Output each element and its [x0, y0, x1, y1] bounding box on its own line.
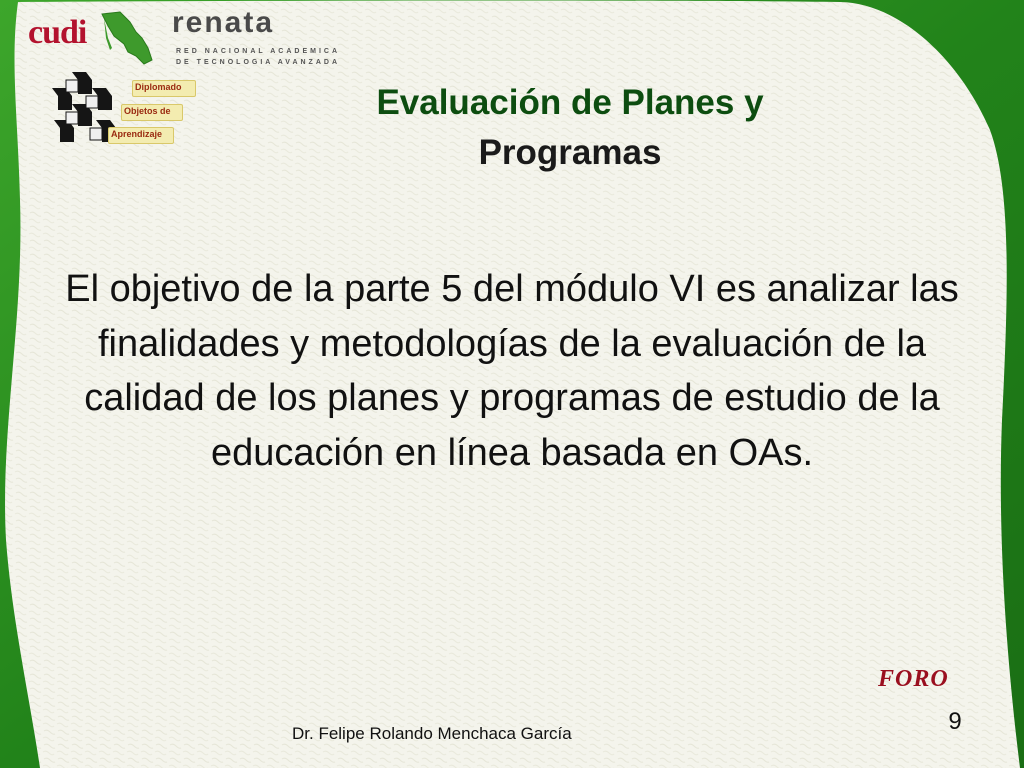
slide-title-line1: Evaluación de Planes y — [376, 83, 764, 122]
cudi-logo-text: cudi — [28, 14, 87, 51]
foro-link[interactable]: FORO — [878, 666, 949, 692]
slide-title-line2: Programas — [478, 133, 662, 172]
renata-subtitle-line2: DE TECNOLOGIA AVANZADA — [176, 59, 340, 66]
renata-subtitle-line1: RED NACIONAL ACADEMICA — [176, 48, 340, 55]
page-number: 9 — [948, 708, 962, 735]
renata-subtitle — [176, 46, 340, 68]
mexico-map-icon — [96, 8, 156, 72]
aprendizaje-label: Aprendizaje — [111, 129, 163, 139]
slide-title — [280, 78, 860, 178]
slide-body-text: El objetivo de la parte 5 del módulo VI es analizar las finalidades y metodologías de la evaluación de la calidad de los planes y programas de estudio de la educación en línea basada en OAs. — [65, 268, 959, 474]
objetos-de-label: Objetos de — [124, 106, 171, 116]
renata-logo-text: renata — [172, 6, 275, 39]
diplomado-label: Diplomado — [135, 82, 182, 92]
author-footer: Dr. Felipe Rolando Menchaca García — [292, 724, 572, 743]
